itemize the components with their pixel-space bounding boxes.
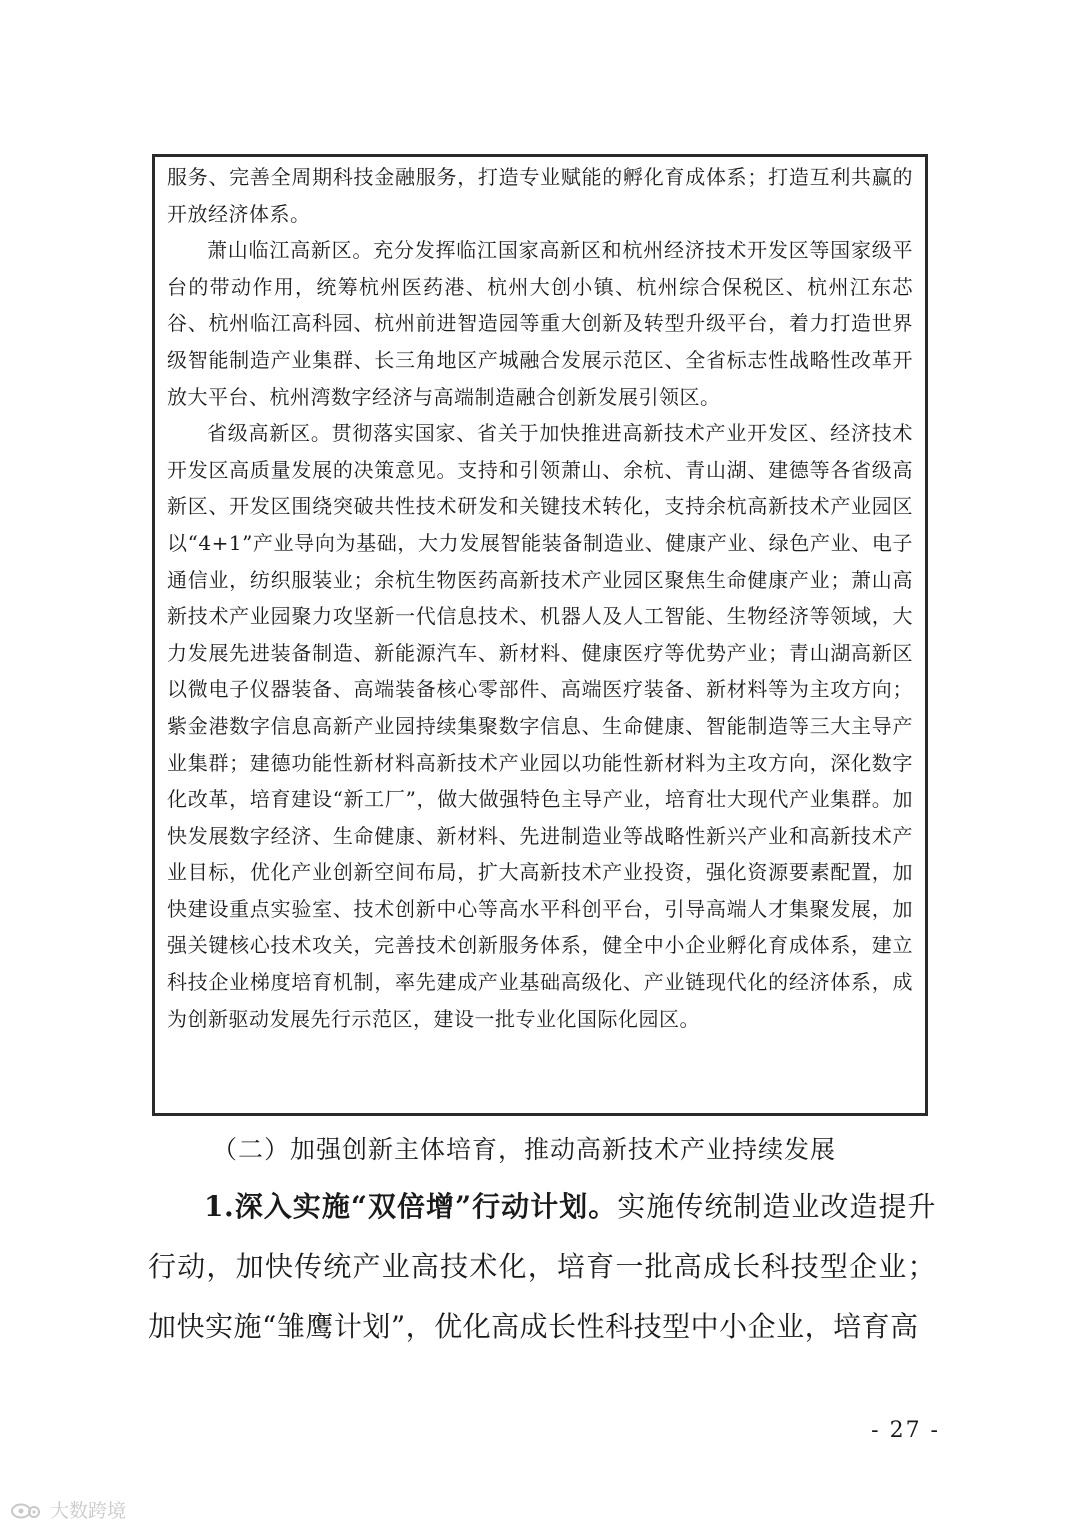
body-paragraph-lead: 1.深入实施“双倍增”行动计划。	[204, 1190, 618, 1223]
watermark	[10, 1496, 126, 1523]
box-paragraph-3: 省级高新区。贯彻落实国家、省关于加快推进高新技术产业开发区、经济技术开发区高质量发展的决策意见。支持和引领萧山、余杭、青山湖、建德等各省级高新区、开发区围绕突破共性技术研发和关键技术转化，支持余杭高新技术产业园区以“4+1”产业导向为基础，大力发展智能装备制造业、健康产业、绿色产业、电子通信业，纺织服装业；余杭生物医药高新技术产业园区聚焦生命健康产业；萧山高新技术产业园聚力攻坚新一代信息技术、机器人及人工智能、生物经济等领域，大力发展先进装备制造、新能源汽车、新材料、健康医疗等优势产业；青山湖高新区以微电子仪器装备、高端装备核心零部件、高端医疗装备、新材料等为主攻方向；紫金港数字信息高新产业园持续集聚数字信息、生命健康、智能制造等三大主导产业集群；建德功能性新材料高新技术产业园以功能性新材料为主攻方向，深化数字化改革，培育建设“新工厂”，做大做强特色主导产业，培育壮大现代产业集群。加快发展数字经济、生命健康、新材料、先进制造业等战略性新兴产业和高新技术产业目标，优化产业创新空间布局，扩大高新技术产业投资，强化资源要素配置，加快建设重点实验室、技术创新中心等高水平科创平台，引导高端人才集聚发展，加强关键核心技术攻关，完善技术创新服务体系，健全中小企业孵化育成体系，建立科技企业梯度培育机制，率先建成产业基础高级化、产业链现代化的经济体系，成为创新驱动发展先行示范区，建设一批专业化国际化园区。	[167, 421, 913, 1031]
box-paragraph-2: 萧山临江高新区。充分发挥临江国家高新区和杭州经济技术开发区等国家级平台的带动作用，统筹杭州医药港、杭州大创小镇、杭州综合保税区、杭州江东芯谷、杭州临江高科园、杭州前进智造园等重大创新及转型升级平台，着力打造世界级智能制造产业集群、长三角地区产城融合发展示范区、全省标志性战略性改革开放大平台、杭州湾数字经济与高端制造融合创新发展引领区。	[167, 238, 913, 409]
body-paragraph	[148, 1177, 936, 1357]
watermark-text: 大数跨境	[50, 1500, 127, 1522]
section-heading: （二）加强创新主体培育，推动高新技术产业持续发展	[212, 1135, 837, 1164]
highlight-box	[152, 154, 928, 1116]
page-number: - 27 -	[871, 1418, 940, 1443]
box-paragraph-1: 服务、完善全周期科技金融服务，打造专业赋能的孵化育成体系；打造互利共赢的开放经济体系。	[167, 165, 913, 226]
body-paragraph-text: 实施传统制造业改造提升行动，加快传统产业高技术化，培育一批高成长科技型企业；加快实施“雏鹰计划”，优化高成长性科技型中小企业，培育高	[148, 1190, 936, 1343]
weibo-eye-icon	[10, 1500, 44, 1520]
